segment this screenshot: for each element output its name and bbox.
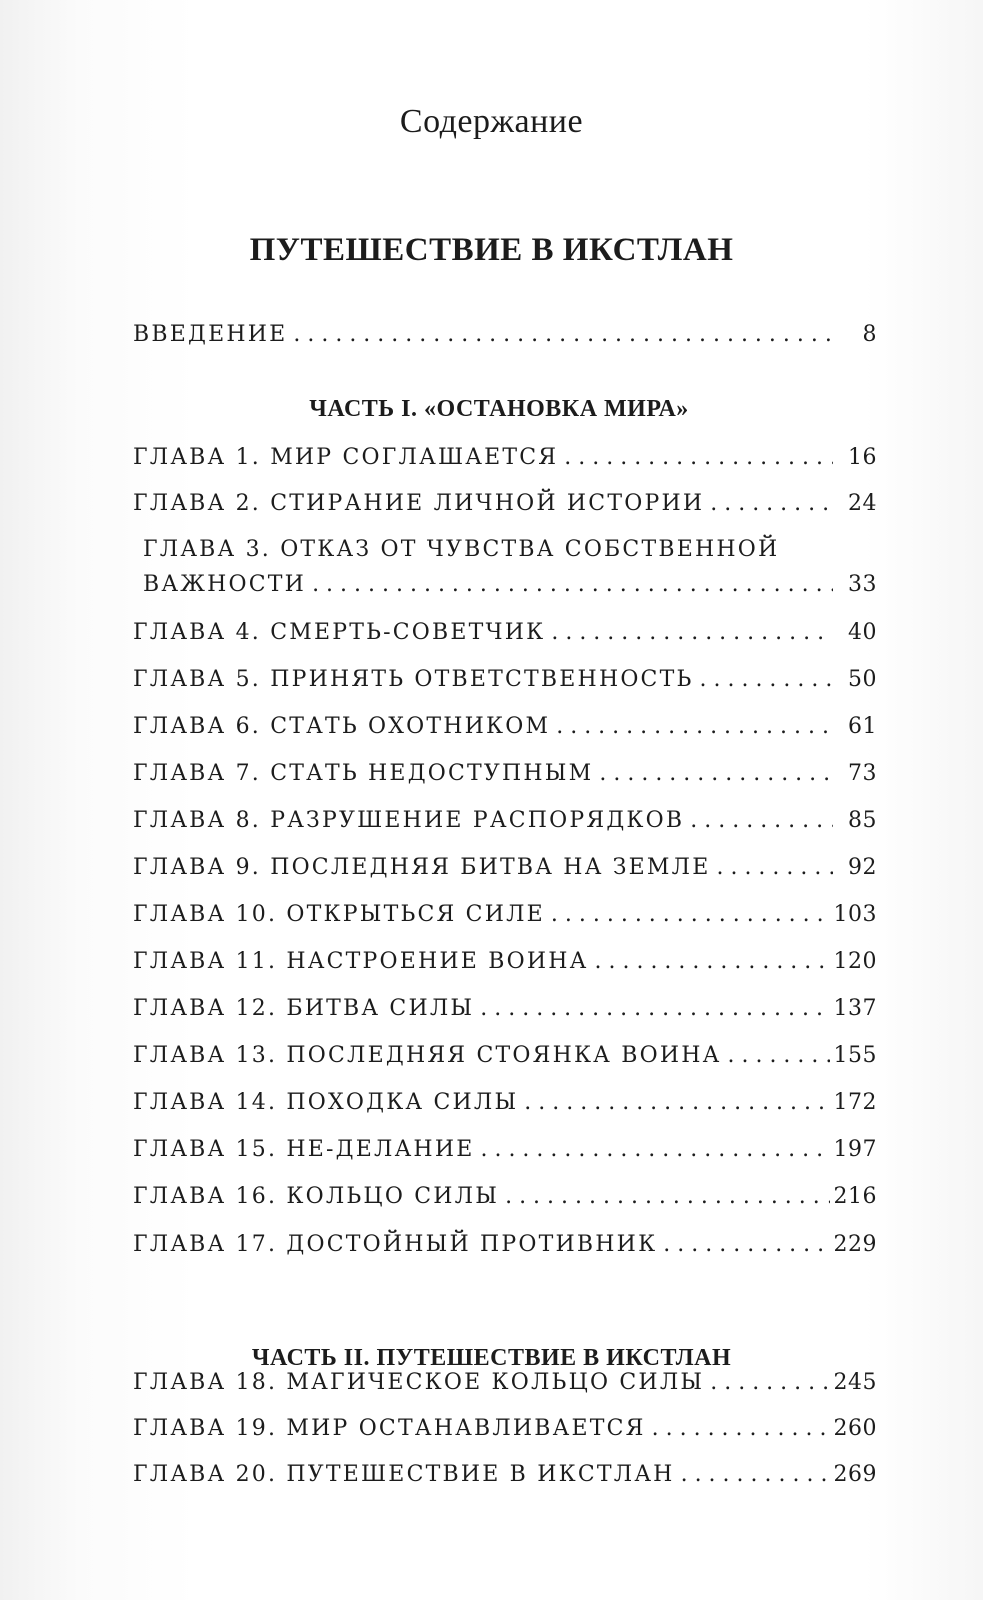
toc-entry-label-continued: ВАЖНОСТИ	[143, 572, 307, 597]
toc-entry-chapter-13[interactable]	[133, 1043, 877, 1068]
toc-entry-page: 73	[848, 761, 877, 786]
dot-leader	[716, 855, 833, 880]
toc-entry-page: 172	[833, 1090, 877, 1115]
toc-entry-page: 8	[862, 322, 877, 347]
toc-entry-chapter-15[interactable]	[133, 1137, 877, 1162]
dot-leader	[293, 322, 833, 347]
toc-entry-chapter-3[interactable]	[143, 537, 877, 597]
toc-entry-page: 229	[833, 1232, 877, 1257]
toc-entry-page: 103	[833, 902, 877, 927]
part-title: ЧАСТЬ II. ПУТЕШЕСТВИЕ В ИКСТЛАН	[251, 1345, 732, 1371]
dot-leader	[505, 1184, 829, 1209]
toc-entry-label: ГЛАВА 8. РАЗРУШЕНИЕ РАСПОРЯДКОВ	[133, 808, 685, 833]
toc-entry-label: ГЛАВА 19. МИР ОСТАНАВЛИВАЕТСЯ	[133, 1416, 646, 1441]
toc-entry-chapter-1[interactable]	[133, 445, 877, 470]
toc-entry-chapter-16[interactable]	[133, 1184, 877, 1209]
toc-entry-label: ГЛАВА 5. ПРИНЯТЬ ОТВЕТСТВЕННОСТЬ	[133, 667, 694, 692]
toc-entry-label: ГЛАВА 6. СТАТЬ ОХОТНИКОМ	[133, 714, 551, 739]
toc-entry-page: 92	[848, 855, 877, 880]
dot-leader	[595, 949, 830, 974]
dot-leader	[681, 1462, 830, 1487]
dot-leader	[710, 491, 833, 516]
toc-entry-chapter-6[interactable]	[133, 714, 877, 739]
toc-entry-page: 33	[848, 572, 877, 597]
toc-entry-chapter-17[interactable]	[133, 1232, 877, 1257]
toc-entry-chapter-2[interactable]	[133, 491, 877, 516]
toc-entry-chapter-4[interactable]	[133, 620, 877, 645]
toc-entry-page: 137	[833, 996, 877, 1021]
toc-entry-chapter-10[interactable]	[133, 902, 877, 927]
toc-entry-page: 216	[833, 1184, 877, 1209]
dot-leader	[690, 808, 833, 833]
dot-leader	[551, 902, 830, 927]
toc-entry-page: 24	[848, 491, 877, 516]
toc-entry-label: ГЛАВА 7. СТАТЬ НЕДОСТУПНЫМ	[133, 761, 594, 786]
toc-entry-label: ГЛАВА 17. ДОСТОЙНЫЙ ПРОТИВНИК	[133, 1232, 658, 1257]
dot-leader	[524, 1090, 829, 1115]
toc-entry-chapter-12[interactable]	[133, 996, 877, 1021]
toc-title: Содержание	[399, 103, 584, 140]
dot-leader	[551, 620, 833, 645]
toc-entry-chapter-9[interactable]	[133, 855, 877, 880]
toc-entry-label: ГЛАВА 16. КОЛЬЦО СИЛЫ	[133, 1184, 500, 1209]
dot-leader	[710, 1370, 829, 1395]
toc-entry-page: 120	[833, 949, 877, 974]
toc-entry-page: 245	[833, 1370, 877, 1395]
toc-entry-page: 50	[848, 667, 877, 692]
dot-leader	[564, 445, 833, 470]
toc-entry-page: 85	[848, 808, 877, 833]
dot-leader	[480, 1137, 829, 1162]
dot-leader	[312, 572, 833, 597]
toc-entry-chapter-11[interactable]	[133, 949, 877, 974]
toc-entry-label: ГЛАВА 10. ОТКРЫТЬСЯ СИЛЕ	[133, 902, 545, 927]
dot-leader	[480, 996, 829, 1021]
toc-entry-label: ГЛАВА 11. НАСТРОЕНИЕ ВОИНА	[133, 949, 589, 974]
toc-entry-intro[interactable]	[133, 322, 877, 347]
toc-entry-label: ГЛАВА 18. МАГИЧЕСКОЕ КОЛЬЦО СИЛЫ	[133, 1370, 705, 1395]
toc-entry-label: ГЛАВА 3. ОТКАЗ ОТ ЧУВСТВА СОБСТВЕННОЙ	[143, 537, 780, 562]
toc-entry-label: ГЛАВА 14. ПОХОДКА СИЛЫ	[133, 1090, 519, 1115]
toc-entry-page: 61	[848, 714, 877, 739]
toc-entry-label: ГЛАВА 4. СМЕРТЬ-СОВЕТЧИК	[133, 620, 546, 645]
toc-entry-label: ГЛАВА 20. ПУТЕШЕСТВИЕ В ИКСТЛАН	[133, 1462, 675, 1487]
toc-entry-page: 16	[848, 445, 877, 470]
toc-entry-chapter-18[interactable]	[133, 1370, 877, 1395]
toc-entry-label: ГЛАВА 15. НЕ-ДЕЛАНИЕ	[133, 1137, 475, 1162]
toc-entry-label: ГЛАВА 2. СТИРАНИЕ ЛИЧНОЙ ИСТОРИИ	[133, 491, 705, 516]
toc-entry-label: ГЛАВА 1. МИР СОГЛАШАЕТСЯ	[133, 445, 559, 470]
toc-entry-label: ВВЕДЕНИЕ	[133, 322, 288, 347]
dot-leader	[599, 761, 833, 786]
toc-entry-label: ГЛАВА 13. ПОСЛЕДНЯЯ СТОЯНКА ВОИНА	[133, 1043, 722, 1068]
toc-entry-chapter-8[interactable]	[133, 808, 877, 833]
dot-leader	[652, 1416, 830, 1441]
toc-entry-page: 260	[833, 1416, 877, 1441]
toc-entry-chapter-5[interactable]	[133, 667, 877, 692]
toc-entry-chapter-7[interactable]	[133, 761, 877, 786]
toc-entry-page: 40	[848, 620, 877, 645]
toc-entry-page: 269	[833, 1462, 877, 1487]
dot-leader	[556, 714, 833, 739]
dot-leader	[727, 1043, 829, 1068]
toc-entry-chapter-20[interactable]	[133, 1462, 877, 1487]
toc-entry-label: ГЛАВА 9. ПОСЛЕДНЯЯ БИТВА НА ЗЕМЛЕ	[133, 855, 711, 880]
toc-entry-page: 197	[833, 1137, 877, 1162]
dot-leader	[700, 667, 834, 692]
toc-entry-page: 155	[833, 1043, 877, 1068]
dot-leader	[663, 1232, 829, 1257]
toc-entry-chapter-19[interactable]	[133, 1416, 877, 1441]
toc-entry-label: ГЛАВА 12. БИТВА СИЛЫ	[133, 996, 475, 1021]
book-title: ПУТЕШЕСТВИЕ В ИКСТЛАН	[249, 232, 734, 268]
part-title: ЧАСТЬ I. «ОСТАНОВКА МИРА»	[309, 396, 689, 422]
toc-entry-chapter-14[interactable]	[133, 1090, 877, 1115]
